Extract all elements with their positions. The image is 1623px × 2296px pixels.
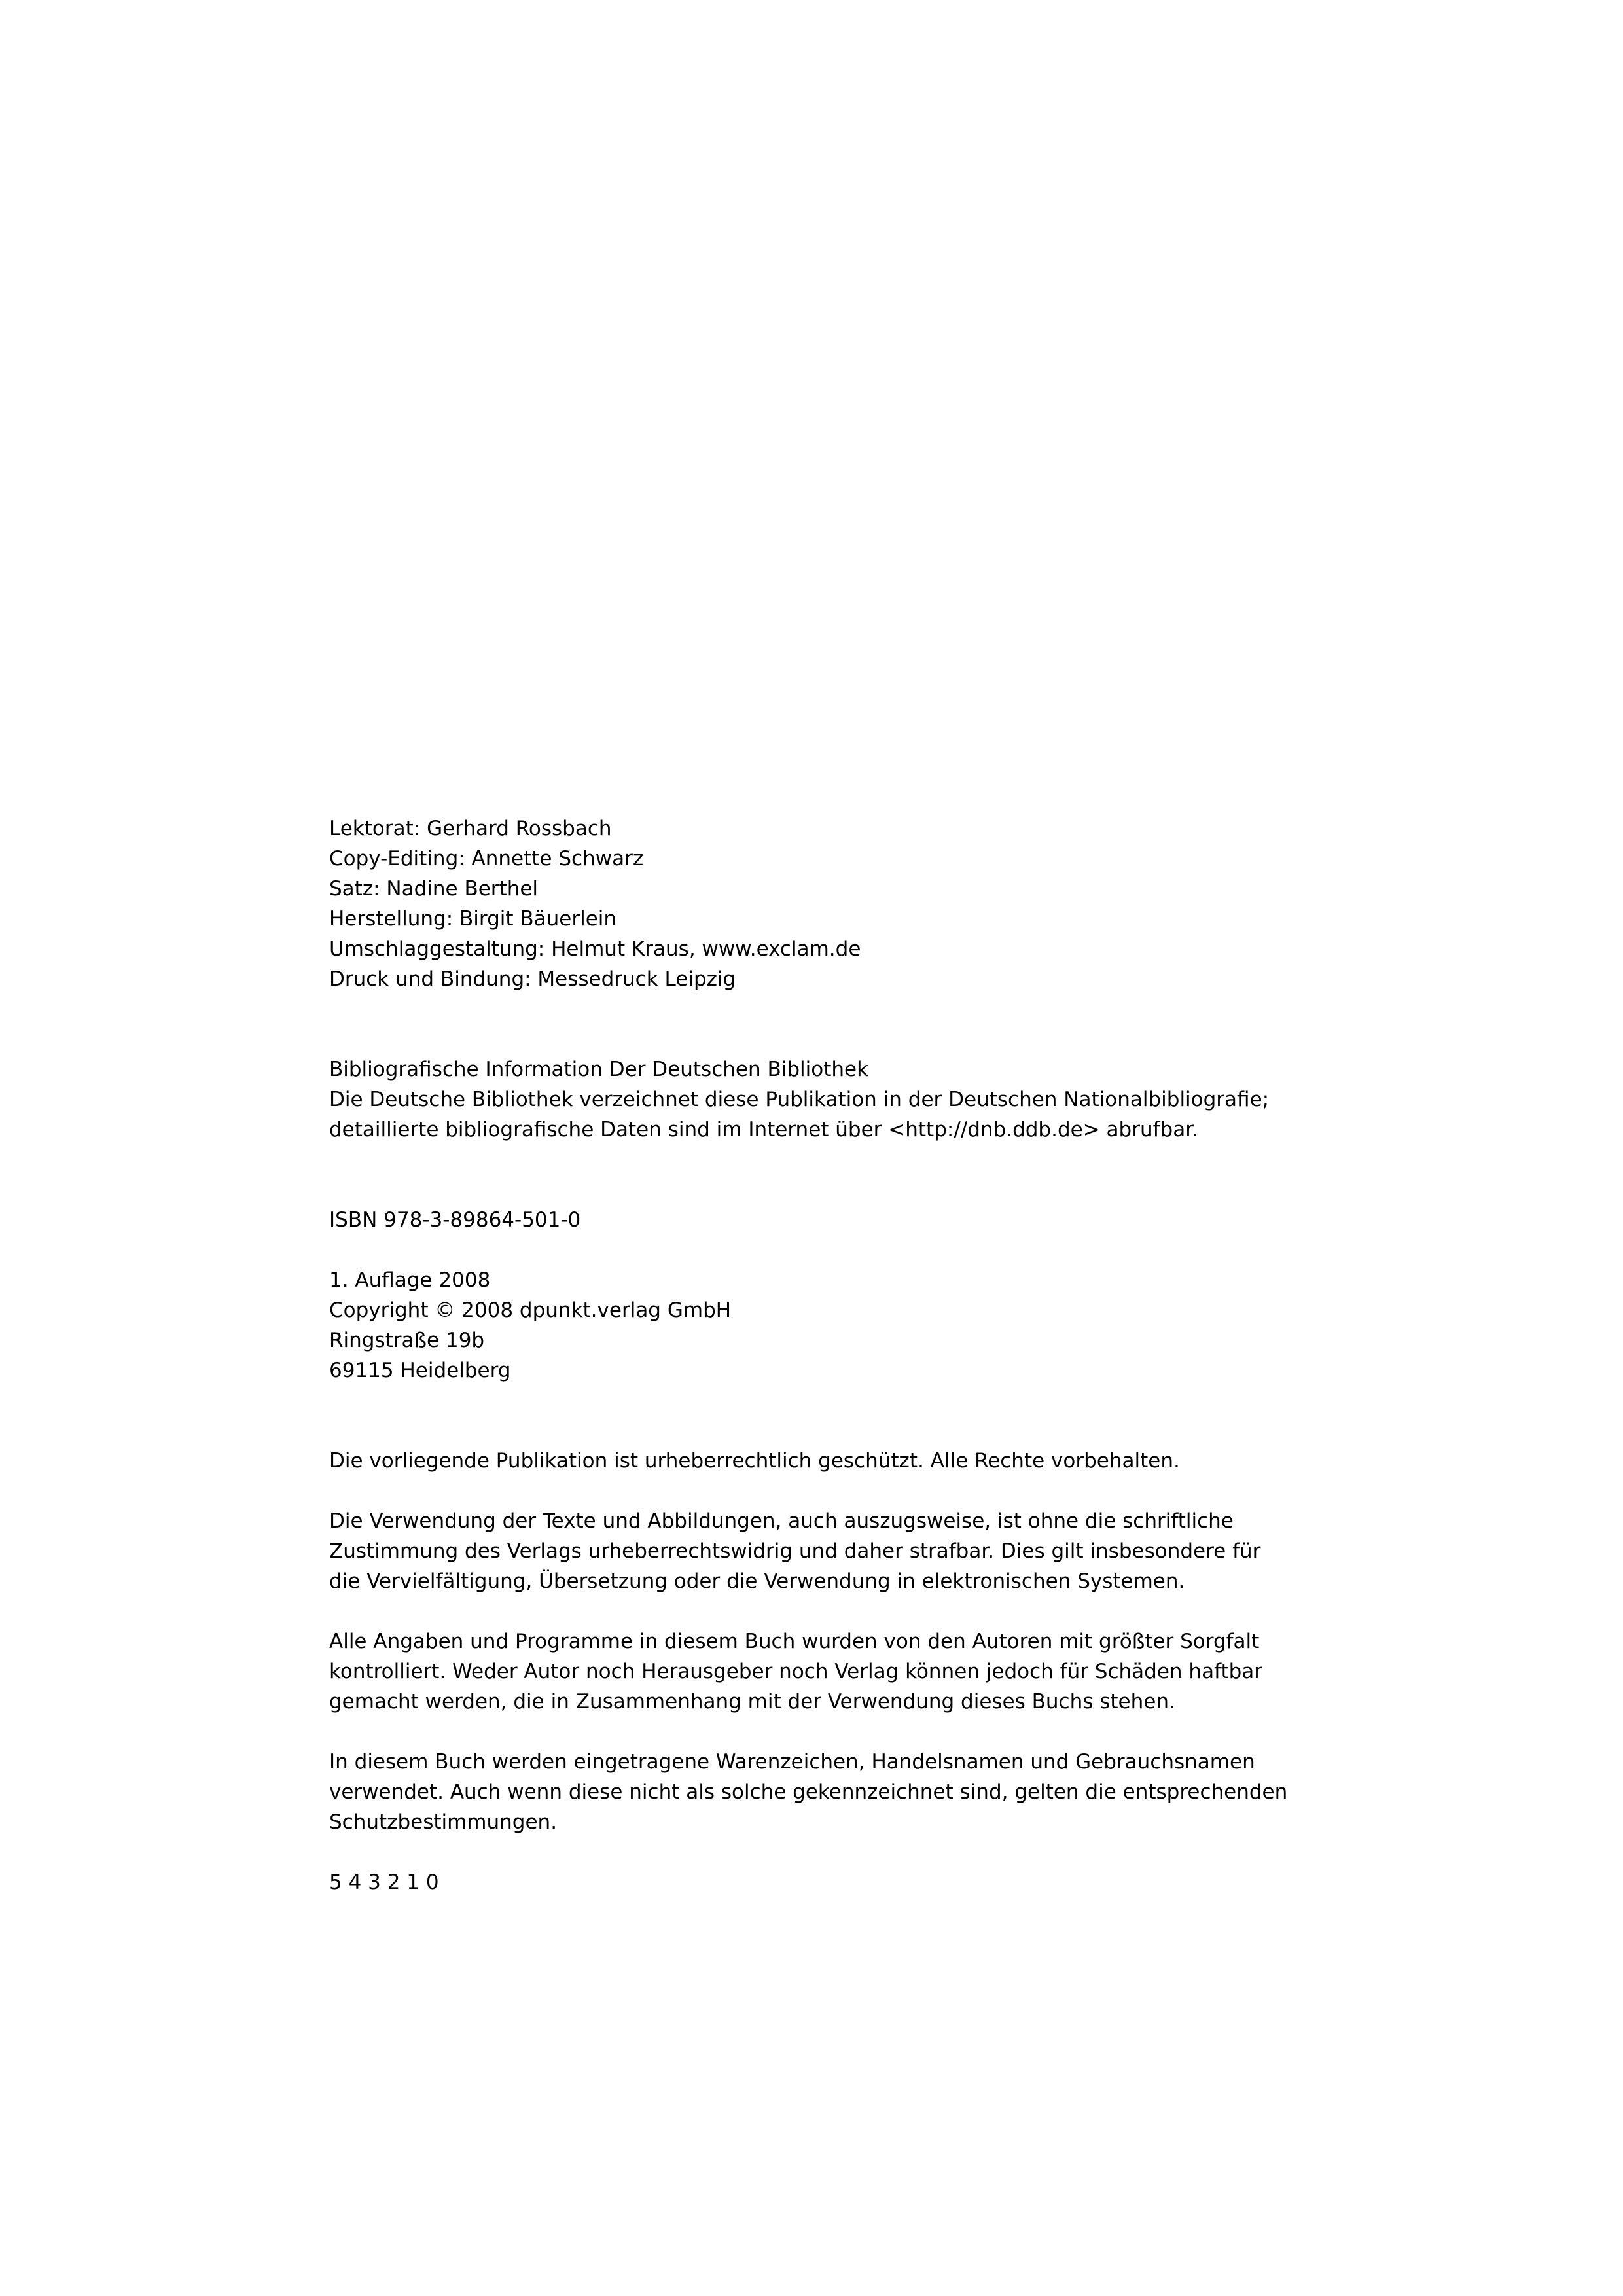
- spacer: [329, 1717, 1311, 1747]
- credit-line-typesetting: Satz: Nadine Berthel: [329, 877, 539, 901]
- copyright-line: Copyright © 2008 dpunkt.verlag GmbH: [329, 1299, 732, 1322]
- credit-line-copy-editing: Copy-Editing: Annette Schwarz: [329, 847, 644, 870]
- spacer: [329, 994, 1311, 1054]
- usage-notice-section: [329, 1506, 1311, 1596]
- bibliographic-section: [329, 1054, 1311, 1145]
- bibliographic-line: detaillierte bibliografische Daten sind im Internet über <http://dnb.ddb.de> abrufbar.: [329, 1118, 1198, 1141]
- imprint-text-block: [329, 814, 1311, 1897]
- bibliographic-heading: Bibliografische Information Der Deutschen Bibliothek: [329, 1058, 869, 1081]
- usage-notice-line: Zustimmung des Verlags urheberrechtswidrig und daher strafbar. Dies gilt insbesondere für: [329, 1539, 1261, 1563]
- spacer: [329, 1145, 1311, 1205]
- liability-notice-line: Alle Angaben und Programme in diesem Buch wurden von den Autoren mit größter Sorgfalt: [329, 1630, 1260, 1653]
- spacer: [329, 1235, 1311, 1265]
- trademark-notice-section: [329, 1747, 1311, 1837]
- trademark-notice-line: Schutzbestimmungen.: [329, 1810, 558, 1834]
- credit-line-cover-design: Umschlaggestaltung: Helmut Kraus, www.exclam.de: [329, 937, 861, 961]
- usage-notice-line: Die Verwendung der Texte und Abbildungen, auch auszugsweise, ist ohne die schriftliche: [329, 1509, 1234, 1533]
- liability-notice-section: [329, 1626, 1311, 1717]
- rights-notice-line: Die vorliegende Publikation ist urheberrechtlich geschützt. Alle Rechte vorbehalten.: [329, 1449, 1180, 1473]
- spacer: [329, 1386, 1311, 1446]
- spacer: [329, 1476, 1311, 1506]
- print-run-line: 5 4 3 2 1 0: [329, 1871, 439, 1894]
- spacer: [329, 1596, 1311, 1626]
- spacer: [329, 1837, 1311, 1867]
- credits-section: [329, 814, 1311, 994]
- isbn-section: [329, 1205, 1311, 1235]
- trademark-notice-line: In diesem Buch werden eingetragene Warenzeichen, Handelsnamen und Gebrauchsnamen: [329, 1750, 1255, 1774]
- address-street-line: Ringstraße 19b: [329, 1329, 485, 1352]
- credit-line-printing: Druck und Bindung: Messedruck Leipzig: [329, 967, 736, 991]
- usage-notice-line: die Vervielfältigung, Übersetzung oder die Verwendung in elektronischen Systemen.: [329, 1570, 1185, 1593]
- credit-line-production: Herstellung: Birgit Bäuerlein: [329, 907, 617, 931]
- rights-notice-section: [329, 1446, 1311, 1476]
- trademark-notice-line: verwendet. Auch wenn diese nicht als solche gekennzeichnet sind, gelten die entsprechenden: [329, 1780, 1288, 1804]
- edition-line: 1. Auflage 2008: [329, 1268, 491, 1292]
- print-run-section: [329, 1867, 1311, 1897]
- publication-section: [329, 1265, 1311, 1386]
- liability-notice-line: kontrolliert. Weder Autor noch Herausgeber noch Verlag können jedoch für Schäden haftbar: [329, 1660, 1263, 1683]
- address-city-line: 69115 Heidelberg: [329, 1359, 511, 1382]
- isbn-line: ISBN 978-3-89864-501-0: [329, 1208, 581, 1232]
- credit-line-editor: Lektorat: Gerhard Rossbach: [329, 817, 612, 840]
- liability-notice-line: gemacht werden, die in Zusammenhang mit der Verwendung dieses Buchs stehen.: [329, 1690, 1175, 1713]
- bibliographic-line: Die Deutsche Bibliothek verzeichnet diese Publikation in der Deutschen Nationalbibliografie;: [329, 1088, 1270, 1111]
